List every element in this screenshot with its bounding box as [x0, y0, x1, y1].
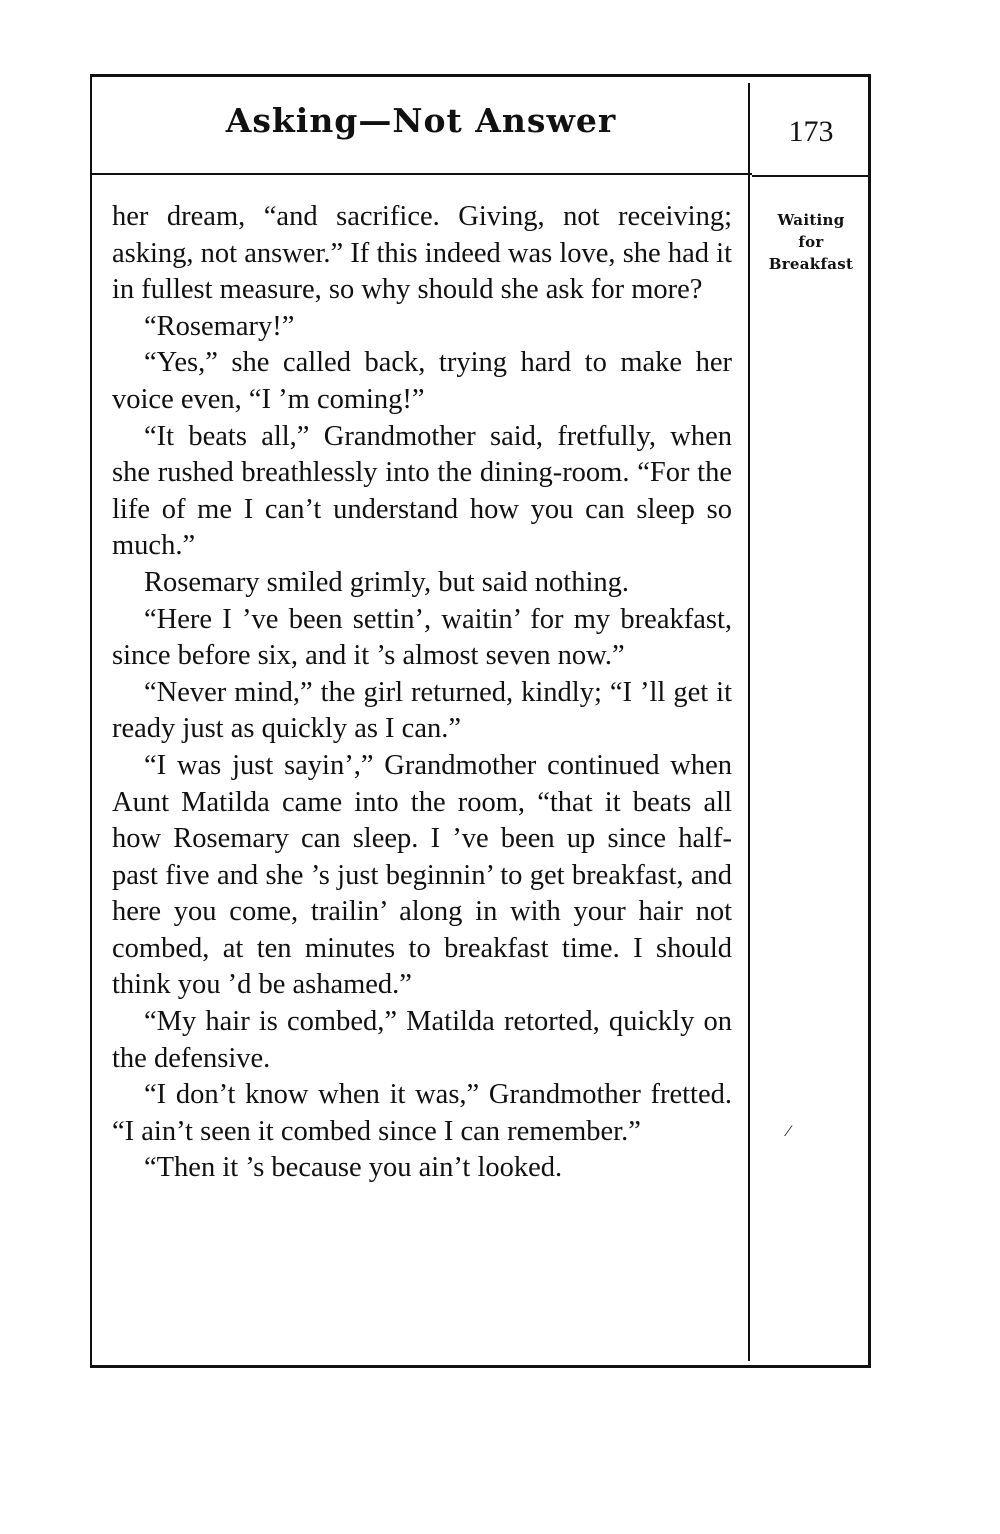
- margin-note-line: Breakfast: [768, 255, 854, 273]
- margin-note: [756, 209, 866, 275]
- paragraph: “My hair is combed,” Matilda retorted, quickly on the defensive.: [112, 1006, 732, 1074]
- running-title: Asking—Not Answer: [225, 101, 617, 140]
- paragraph: “Here I ’ve been settin’, waitin’ for my breakfast, since before six, and it ’s almost seven now.”: [112, 603, 732, 672]
- paragraph: Rosemary smiled grimly, but said nothing.: [144, 566, 629, 598]
- paragraph: “It beats all,” Grandmother said, fretfully, when she rushed breathlessly into the dining-room. “For the life of me I can’t understand how you can sleep so much.”: [112, 420, 732, 562]
- paragraph: “Yes,” she called back, trying hard to make her voice even, “I ’m coming!”: [112, 347, 732, 415]
- paragraph: “Rosemary!”: [144, 310, 295, 342]
- margin-column-divider: [748, 83, 750, 1361]
- header-rule: [92, 173, 752, 175]
- paragraph: “Then it ’s because you ain’t looked.: [144, 1152, 563, 1184]
- paragraph: “I don’t know when it was,” Grandmother fretted. “I ain’t seen it combed since I can remember.”: [112, 1079, 732, 1147]
- paragraph: her dream, “and sacrifice. Giving, not receiving; asking, not answer.” If this indeed was love, she had it in fullest measure, so why should she ask for more?: [112, 201, 732, 306]
- running-header: [92, 77, 868, 175]
- page-frame: [90, 74, 871, 1368]
- paragraph: “I was just sayin’,” Grandmother continued when Aunt Matilda came into the room, “that it beats all how Rosemary can sleep. I ’ve been up since half-past five and she ’s just beginnin’ to get breakfast, and here you come, trailin’ along in with your hair not combed, at ten minutes to breakfast time. I should think you ’d be ashamed.”: [112, 749, 732, 1001]
- body-text: [112, 199, 732, 1187]
- margin-note-line: Waiting: [777, 211, 845, 229]
- margin-note-line: for: [798, 233, 824, 251]
- ink-mark: ⁄: [787, 1123, 790, 1140]
- page-number: 173: [788, 115, 834, 148]
- header-rule-margin: [752, 175, 870, 177]
- paragraph: “Never mind,” the girl returned, kindly; “I ’ll get it ready just as quickly as I can.”: [112, 676, 732, 745]
